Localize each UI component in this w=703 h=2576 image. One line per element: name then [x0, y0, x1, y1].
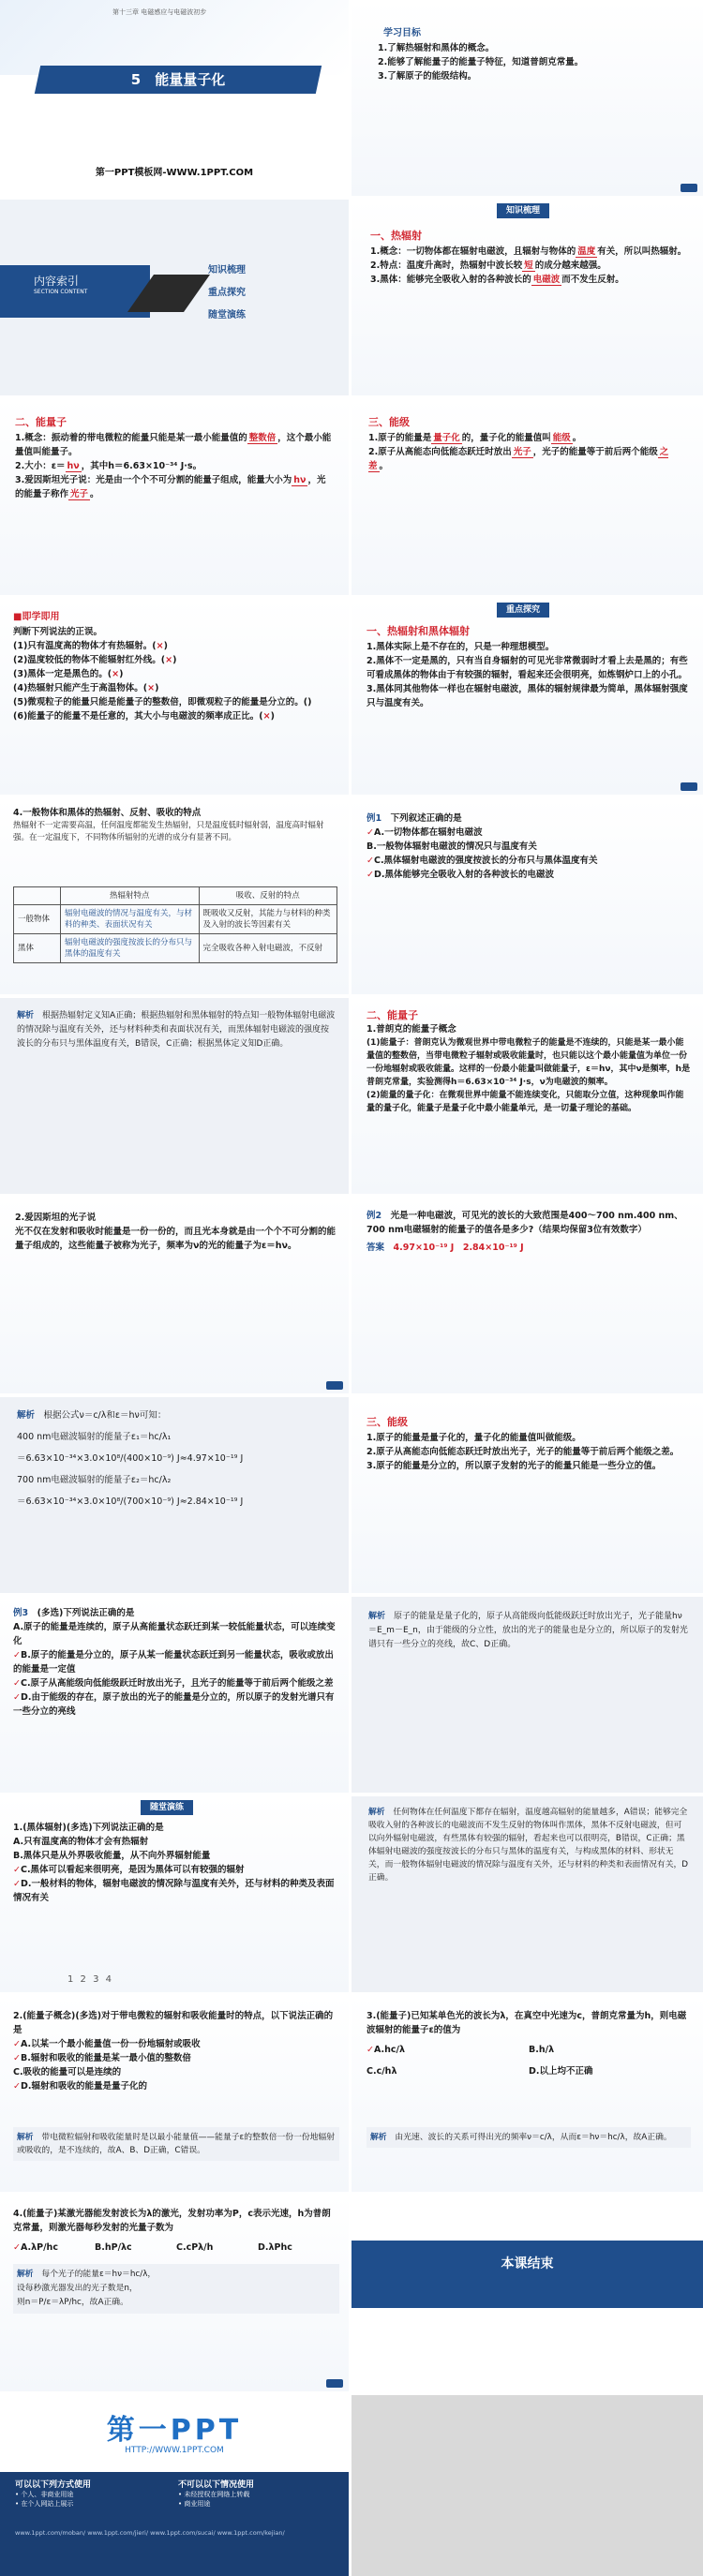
table-cell: 辐射电磁波的情况与温度有关，与材料的种类、表面状况有关: [61, 905, 200, 934]
check-icon: ✓: [13, 2081, 21, 2092]
blank-answer: 之差: [368, 447, 669, 471]
option-text: C.吸收的能量可以是连续的: [13, 2067, 122, 2077]
blank-answer: 光子: [513, 447, 531, 457]
option-text: D.以上均不正确: [529, 2066, 593, 2077]
section-heading: 二、能量子: [366, 1009, 418, 1021]
text: ，这个最小能量值叫能量子。: [15, 433, 332, 457]
option[interactable]: [13, 2051, 339, 2065]
option-text: D.λPhc: [258, 2242, 292, 2253]
solution-text: 原子的能量是量子化的，原子从高能级向低能级跃迁时放出光子，光子能量hν＝E_m－E_n，由于能级的分立性，放出的光子的能量也是分立的，所以原子的发射光谱只有一些分立的亮线，故C、D正确。: [368, 1612, 688, 1649]
formula-line: ＝6.63×10⁻³⁴×3.0×10⁸/(700×10⁻⁹) J≈2.84×10⁻¹⁹ J: [17, 1496, 244, 1507]
question-text: 光是一种电磁波，可见光的波长的大致范围是400～700 nm.400 nm、700 nm电磁辐射的能量子的值各是多少?（结果均保留3位有效数字）: [366, 1211, 683, 1235]
quiz-heading: [13, 608, 59, 622]
page-title: [37, 69, 319, 89]
quantum-body: [15, 431, 334, 501]
paragraph: 1.原子的能量是量子化的，量子化的能量值叫做能级。: [366, 1433, 581, 1443]
option-text: D.辐射和吸收的能量是量子化的: [20, 2081, 147, 2092]
slide-solution-1: [0, 998, 349, 1194]
check-icon: ✓: [13, 1879, 21, 1889]
section-heading: 一、热辐射: [370, 230, 422, 242]
check-icon: ✓: [366, 856, 374, 866]
menu-item-focus[interactable]: 重点探究: [208, 288, 246, 298]
table-header: 吸收、反射的特点: [199, 887, 337, 905]
option-text: C.cPλ/h: [176, 2242, 214, 2253]
text: 1.原子的能量是: [368, 433, 432, 443]
option[interactable]: [13, 1877, 339, 1905]
end-title: 本课结束: [501, 2256, 554, 2271]
quiz-item: (1)只有温度高的物体才有热辐射。(×): [13, 641, 168, 651]
quiz-item: (2)温度较低的物体不能辐射红外线。(×): [13, 655, 177, 665]
table-intro: 4.一般物体和黑体的热辐射、反射、吸收的特点: [13, 808, 202, 818]
text: ，光子的能量等于前后两个能级: [532, 447, 658, 457]
formula-line: ＝6.63×10⁻³⁴×3.0×10⁸/(400×10⁻⁹) J≈4.97×10⁻¹⁹ J: [17, 1453, 244, 1464]
solution-body: [17, 1408, 336, 1509]
option-text: C.原子从高能级向低能级跃迁时放出光子，且光子的能量等于前后两个能级之差: [20, 1678, 334, 1689]
table-cell: 一般物体: [14, 905, 61, 934]
quiz-intro: 判断下列说法的正误。: [13, 627, 103, 637]
slide-footer: [0, 2395, 349, 2576]
option-text: B.h/λ: [529, 2045, 555, 2055]
option[interactable]: [529, 2064, 691, 2078]
paragraph: (1)能量子：普朗克认为微观世界中带电微粒子的能量是不连续的，只能是某一最小能量值的整数倍，当带电微粒子辐射或吸收能量时，也只能以这个最小能量值为单位一份一份地辐射或吸收能量。这样的一份最小能量叫做能量子，ε＝hν，其中ν是频率，h是普朗克常量，实验测得h＝6.63×10⁻³⁴ J·s，ν为电磁波的频率。: [366, 1038, 691, 1087]
text: 。: [379, 461, 389, 471]
text: (4)热辐射只能产生于高温物体。: [13, 683, 143, 693]
solution-tag: 解析: [17, 2133, 34, 2142]
section-heading: 二、能量子: [15, 416, 67, 428]
end-banner: [352, 2241, 703, 2308]
check-icon: ✓: [13, 1678, 21, 1689]
slide-solution-2: [0, 1397, 349, 1593]
text: 。: [572, 433, 582, 443]
table-header-row: [14, 887, 337, 905]
slide-practice-3: [352, 1996, 703, 2192]
objectives-header: 学习目标: [383, 28, 421, 38]
option[interactable]: [13, 1676, 339, 1690]
text: 2.原子从高能态向低能态跃迁时放出: [368, 447, 512, 457]
slide-example-1: [352, 798, 703, 994]
menu-item-knowledge[interactable]: 知识梳理: [208, 265, 246, 275]
quiz-item: (4)热辐射只能产生于高温物体。(×): [13, 683, 159, 693]
table-cell: 辐射电磁波的强度按波长的分布只与黑体的温度有关: [61, 934, 200, 963]
option[interactable]: [529, 2043, 691, 2057]
quiz-item: (5)微观粒子的能量只能是能量子的整数倍，即微观粒子的能量是分立的。(): [13, 697, 312, 707]
solution-box: [13, 2264, 339, 2314]
table-cell: 黑体: [14, 934, 61, 963]
text: 1.概念：振动着的带电微粒的能量只能是某一最小能量值的: [15, 433, 247, 443]
section-tab: 随堂演练: [141, 1800, 193, 1815]
text: 。: [90, 489, 99, 499]
text: 3.爱因斯坦光子说：光是由一个个不可分割的能量子组成，能量大小为: [15, 475, 292, 485]
slide-heat-radiation: [352, 200, 703, 395]
quiz-icon: ■: [13, 612, 22, 622]
slide-photon: [0, 1198, 349, 1393]
quiz-body: [13, 625, 337, 723]
menu-item-practice[interactable]: 随堂演练: [208, 310, 246, 320]
option[interactable]: [13, 2037, 339, 2051]
option[interactable]: [366, 826, 689, 840]
levels-recap-body: [366, 1431, 691, 1473]
option[interactable]: [13, 2065, 339, 2079]
paragraph: 2.原子从高能态向低能态跃迁时放出光子，光子的能量等于前后两个能级之差。: [366, 1447, 680, 1457]
answer-mark: ×: [147, 683, 156, 693]
quiz-title: 即学即用: [22, 612, 60, 622]
logo-text: 第一PPT: [106, 2414, 243, 2447]
option-text: B.一般物体辐射电磁波的情况只与温度有关: [366, 841, 537, 852]
section-tab: 知识梳理: [497, 203, 549, 218]
compare-table: [13, 886, 337, 963]
answer-mark: ×: [112, 669, 120, 679]
text: (5)微观粒子的能量只能是能量子的整数倍，即微观粒子的能量是分立的。: [13, 697, 304, 707]
slide-energy-levels: [352, 399, 703, 595]
slide-end: [352, 2196, 703, 2391]
solution-text: 任何物体在任何温度下都存在辐射，温度越高辐射的能量越多，A错误；能够完全吸收入射的各种波长的电磁波而不发生反射的物体叫作黑体，黑体不反射电磁波，但可以向外辐射电磁波，有些黑体有较强的辐射，看起来也可以很明亮，B错误，C正确；黑体辐射电磁波的强度按波长的分布只与黑体的温度有关，与构成黑体的材料、形状无关，而一般物体辐射电磁波的情况除与温度有关外，还与材料的种类和表面情况有关，D正确。: [368, 1808, 689, 1883]
objective-item: 2.能够了解能量子的能量子特征，知道普朗克常量。: [378, 57, 584, 67]
breadcrumb: 第十三章 电磁感应与电磁波初步: [112, 8, 207, 16]
solution-text: 由光速、波长的关系可得出光的频率ν＝c/λ，从而ε＝hν＝hc/λ，故A正确。: [395, 2133, 672, 2142]
solution-text: 设每秒激光器发出的光子数是n，: [17, 2284, 138, 2293]
quiz-item: (6)能量子的能量不是任意的，其大小与电磁波的频率成正比。(×): [13, 711, 275, 722]
option[interactable]: [258, 2241, 339, 2255]
empty-cell: [352, 2395, 703, 2576]
example-tag: 例3: [13, 1608, 29, 1618]
slide-example-3: [0, 1597, 349, 1793]
paragraph: 3.黑体同其他物体一样也在辐射电磁波，黑体的辐射规律最为简单，黑体辐射强度只与温度有关。: [366, 684, 688, 708]
title-text: 能量量子化: [155, 71, 226, 88]
answer-mark: ×: [165, 655, 173, 665]
answer-mark: ×: [156, 641, 164, 651]
solution-text: 带电微粒辐射和吸收能量时是以最小能量值——能量子ε的整数倍一份一份地辐射或吸收的，是不连续的，故A、B、D正确，C错误。: [17, 2133, 336, 2155]
option-text: B.辐射和吸收的能量是某一最小值的整数倍: [20, 2053, 191, 2063]
index-label-cn: 内容索引: [34, 275, 80, 288]
option-text: C.黑体可以看起来很明亮，是因为黑体可以有较强的辐射: [20, 1865, 245, 1875]
footer-heading: 可以以下列方式使用: [15, 2480, 92, 2490]
table-cell: 完全吸收各种入射电磁波，不反射: [199, 934, 337, 963]
slide-objectives: [352, 0, 703, 196]
option[interactable]: [176, 2241, 258, 2255]
text: 而不发生反射。: [561, 275, 624, 285]
option[interactable]: [13, 1849, 339, 1863]
answer-text: 4.97×10⁻¹⁹ J 2.84×10⁻¹⁹ J: [393, 1243, 524, 1253]
slide-solution-4: [352, 1796, 703, 1992]
page-icon: [326, 1381, 343, 1390]
option[interactable]: [13, 1863, 339, 1877]
check-icon: ✓: [366, 870, 374, 880]
option[interactable]: [13, 1620, 339, 1648]
focus-body: [366, 640, 689, 710]
page-icon: [326, 2379, 343, 2388]
option[interactable]: [13, 2079, 339, 2093]
text: ，其中h＝6.63×10⁻³⁴ J·s。: [81, 461, 202, 471]
check-icon: ✓: [366, 827, 374, 838]
check-icon: ✓: [13, 1865, 21, 1875]
slide-index: [0, 200, 349, 395]
section-heading: 三、能级: [366, 1416, 408, 1428]
formula-line: 700 nm电磁波辐射的能量子ε₂＝hc/λ₂: [17, 1475, 172, 1485]
slide-practice-1: [0, 1796, 349, 1992]
question-text: 1.(黑体辐射)(多选)下列说法正确的是: [13, 1823, 164, 1833]
blank-answer: 能级: [552, 433, 571, 443]
option[interactable]: [13, 2241, 95, 2255]
table-cell: 既吸收又反射，其能力与材料的种类及入射的波长等因素有关: [199, 905, 337, 934]
footer-panel: [0, 2472, 349, 2576]
text: (3)黑体一定是黑色的。: [13, 669, 108, 679]
slide-compare-table: [0, 798, 349, 994]
slide-solution-3: [352, 1597, 703, 1793]
question-text: 3.(能量子)已知某单色光的波长为λ，在真空中光速为c，普朗克常量为h，则电磁波辐射的能量子ε的值为: [366, 2011, 687, 2035]
option[interactable]: [366, 2064, 529, 2078]
section-tab: 重点探究: [497, 603, 549, 618]
blank-answer: hν: [293, 475, 307, 485]
question-text: 下列叙述正确的是: [390, 813, 462, 824]
blank-answer: 温度: [577, 246, 596, 257]
blank-answer: 整数倍: [248, 433, 277, 443]
option-text: A.hc/λ: [373, 2045, 405, 2055]
footer-links[interactable]: www.1ppt.com/moban/ www.1ppt.com/jieri/ www.1ppt.com/sucai/ www.1ppt.com/kejian/: [15, 2529, 285, 2537]
paragraph: 2.黑体不一定是黑的，只有当自身辐射的可见光非常微弱时才看上去是黑的；有些可看成黑体的物体由于有较强的辐射，看起来还会很明亮，如炼钢炉口上的小孔。: [366, 656, 688, 680]
slide-title: [0, 0, 349, 196]
slide-planck: [352, 998, 703, 1194]
footer-text: • 个人、非商业用途 • 在个人网站上展示: [15, 2491, 74, 2508]
check-icon: ✓: [13, 1650, 21, 1660]
option[interactable]: [13, 1648, 339, 1676]
slide-focus-1: [352, 599, 703, 795]
slide-practice-4: [0, 2196, 349, 2391]
section-heading: 一、热辐射和黑体辐射: [366, 625, 470, 637]
blank-answer: hν: [67, 461, 80, 471]
solution-text: 每个光子的能量ε＝hν＝hc/λ，: [41, 2270, 157, 2279]
table-header: [14, 887, 61, 905]
option-text: A.λP/hc: [20, 2242, 58, 2253]
option[interactable]: [13, 1690, 339, 1719]
option-text: C.黑体辐射电磁波的强度按波长的分布只与黑体温度有关: [373, 856, 598, 866]
table-header: 热辐射特点: [61, 887, 200, 905]
example-tag: 例2: [366, 1211, 382, 1221]
paragraph: 3.原子的能量是分立的，所以原子发射的光子的能量只能是一些分立的值。: [366, 1461, 662, 1471]
levels-body: [368, 431, 687, 473]
slide-practice-2: [0, 1996, 349, 2192]
solution-text: 根据热辐射定义知A正确；根据热辐射和黑体辐射的特点知一般物体辐射电磁波的情况除与温度有关外，还与材料种类和表面状况有关，而黑体辐射电磁波的强度按波长的分布只与黑体温度有关，B错误，C正确；根据黑体定义知D正确。: [17, 1011, 336, 1049]
check-icon: ✓: [13, 2242, 21, 2253]
section-heading: 三、能级: [368, 416, 410, 428]
index-label-en: SECTION CONTENT: [34, 289, 88, 295]
option-text: A.只有温度高的物体才会有热辐射: [13, 1837, 149, 1847]
answer-mark: ×: [262, 711, 271, 722]
check-icon: ✓: [13, 2053, 21, 2063]
site-watermark: 第一PPT模板网-WWW.1PPT.COM: [95, 168, 254, 178]
objective-item: 1.了解热辐射和黑体的概念。: [378, 43, 495, 53]
table-row: [14, 934, 337, 963]
option[interactable]: [95, 2241, 176, 2255]
formula-line: 400 nm电磁波辐射的能量子ε₁＝hc/λ₁: [17, 1432, 172, 1442]
paragraph: 光不仅在发射和吸收时能量是一份一份的，而且光本身就是由一个个不可分割的能量子组成的，这些能量子被称为光子，频率为ν的光的能量子为ε＝hν。: [15, 1227, 337, 1251]
text: 1.概念：一切物体都在辐射电磁波，且辐射与物体的: [370, 246, 576, 257]
text: ，光的能量子称作: [15, 475, 326, 499]
text: 的，量子化的能量值叫: [461, 433, 551, 443]
text: (6)能量子的能量不是任意的，其大小与电磁波的频率成正比。: [13, 711, 260, 722]
paragraph: (2)能量的量子化：在微观世界中能量不能连续变化，只能取分立值，这种现象叫作能量的量子化，能量子是量子化中最小能量单元，是一切量子理论的基础。: [366, 1091, 684, 1113]
formula-line: 根据公式ν＝c/λ和ε＝hν可知：: [43, 1410, 167, 1421]
solution-tag: 解析: [368, 1612, 386, 1621]
subheading: 1.普朗克的能量子概念: [366, 1024, 456, 1035]
option-text: D.黑体能够完全吸收入射的各种波长的电磁波: [373, 870, 554, 880]
solution-tag: 解析: [17, 1410, 36, 1421]
option-text: D.由于能级的存在，原子放出的光子的能量是分立的，所以原子的发射光谱只有一些分立的亮线: [13, 1692, 335, 1717]
heat-radiation-body: [370, 245, 689, 287]
blank-answer: 量子化: [433, 433, 460, 443]
question-text: 2.(能量子概念)(多选)对于带电微粒的辐射和吸收能量时的特点，以下说法正确的是: [13, 2011, 334, 2035]
planck-body: [366, 1022, 691, 1115]
slide-energy-quantum: [0, 399, 349, 595]
option[interactable]: [366, 2043, 529, 2057]
solution-tag: 解析: [17, 1011, 35, 1020]
page-icon: [681, 782, 697, 791]
slide-example-2: [352, 1198, 703, 1393]
logo-url: HTTP://WWW.1PPT.COM: [125, 2446, 224, 2455]
subheading: 2.爱因斯坦的光子说: [15, 1213, 97, 1223]
blank-answer: 电磁波: [532, 275, 561, 285]
option-text: A.以某一个最小能量值一份一份地辐射或吸收: [20, 2039, 201, 2049]
text: 的成分越来越强。: [534, 261, 606, 271]
option-text: B.hP/λc: [95, 2242, 132, 2253]
option[interactable]: [13, 1835, 339, 1849]
option-text: C.c/hλ: [366, 2066, 397, 2077]
question-text: (多选)下列说法正确的是: [37, 1608, 135, 1618]
option-text: A.原子的能量是连续的，原子从高能量状态跃迁到某一较低能量状态，可以连续变化: [13, 1622, 336, 1646]
slide-true-false: [0, 599, 349, 795]
blank-answer: 光子: [70, 489, 89, 499]
slide-levels-recap: [352, 1397, 703, 1593]
option-text: A.一切物体都在辐射电磁波: [373, 827, 483, 838]
blank-answer: 短: [524, 261, 533, 271]
pagination-dots: 1 2 3 4: [67, 1974, 113, 1985]
solution-tag: 解析: [17, 2270, 34, 2279]
quiz-item: (3)黑体一定是黑色的。(×): [13, 669, 124, 679]
check-icon: ✓: [366, 2045, 374, 2055]
option-text: B.原子的能量是分立的，原子从某一能量状态跃迁到另一能量状态，吸收或放出的能量是一定值: [13, 1650, 334, 1675]
objective-item: 3.了解原子的能级结构。: [378, 71, 477, 82]
check-icon: ✓: [13, 2039, 21, 2049]
option[interactable]: [366, 868, 689, 882]
paragraph: 1.黑体实际上是不存在的，只是一种理想模型。: [366, 642, 555, 652]
text: 有关，所以叫热辐射。: [597, 246, 687, 257]
answer-tag: 答案: [366, 1243, 385, 1253]
title-number: 5: [130, 71, 142, 88]
index-label: [34, 273, 87, 295]
solution-tag: 解析: [368, 1808, 385, 1817]
text: 2.大小：ε＝: [15, 461, 66, 471]
text: 3.黑体：能够完全吸收入射的各种波长的: [370, 275, 531, 285]
footer-text: • 未经授权在网络上转载 • 商业用途: [178, 2491, 250, 2508]
option[interactable]: [366, 854, 689, 868]
text: (1)只有温度高的物体才有热辐射。: [13, 641, 153, 651]
solution-tag: 解析: [370, 2133, 387, 2142]
example-tag: 例1: [366, 813, 382, 824]
option-text: B.黑体只是从外界吸收能量，从不向外界辐射能量: [13, 1851, 211, 1861]
page-icon: [681, 184, 697, 192]
option[interactable]: [366, 840, 689, 854]
option-text: D.一般材料的物体，辐射电磁波的情况除与温度有关外，还与材料的种类及表面情况有关: [13, 1879, 335, 1903]
table-note: 热辐射不一定需要高温，任何温度都能发生热辐射，只是温度低时辐射弱，温度高时辐射强。在一定温度下，不同物体所辐射的光谱的成分有显著不同。: [13, 821, 324, 842]
table-row: [14, 905, 337, 934]
question-text: 4.(能量子)某激光器能发射波长为λ的激光，发射功率为P，c表示光速，h为普朗克常量，则激光器每秒发射的光量子数为: [13, 2209, 331, 2233]
footer-heading: 不可以以下情况使用: [178, 2480, 255, 2490]
check-icon: ✓: [13, 1692, 21, 1703]
text: 2.特点：温度升高时，热辐射中波长较: [370, 261, 523, 271]
solution-text: 则n＝P/ε＝λP/hc，故A正确。: [17, 2298, 128, 2307]
text: (2)温度较低的物体不能辐射红外线。: [13, 655, 161, 665]
